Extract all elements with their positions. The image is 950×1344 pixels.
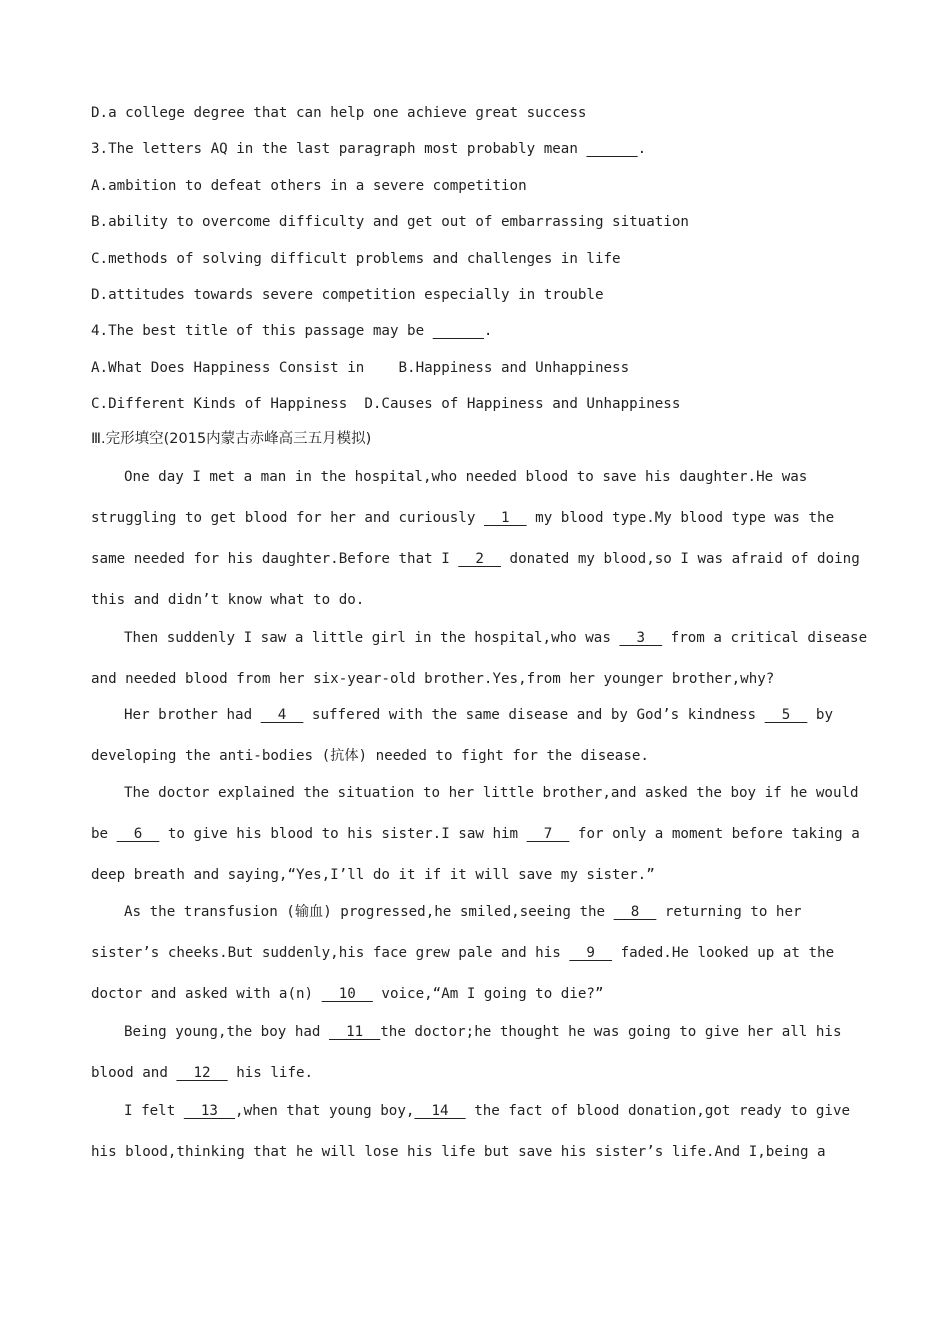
blank-9: 9 [569,945,613,961]
blank-1: 1 [483,510,527,526]
passage-text: donated my blood,so I was afraid of doing [501,551,860,567]
section-heading: Ⅲ.完形填空(2015内蒙古赤峰高三五月模拟) [91,431,372,447]
passage-text: voice,“Am I going to die?” [372,986,604,1002]
passage-text: be [91,826,117,842]
passage-text: ,when that young boy, [235,1103,415,1119]
question-3-stem [91,139,646,159]
passage-line [91,1063,313,1083]
question-3-option-a: A.ambition to defeat others in a severe competition [91,178,527,194]
blank-10: 10 [321,986,373,1002]
passage-line: his blood,thinking that he will lose his life but save his sister’s life.And I,being a [91,1144,826,1160]
passage-text: blood and [91,1065,177,1081]
passage-text: returning to her [656,904,802,920]
passage-line [124,628,867,648]
blank-11: 11 [329,1024,381,1040]
blank-3: 3 [619,630,663,646]
question-4-options-cd: C.Different Kinds of Happiness D.Causes of Happiness and Unhappiness [91,396,681,412]
answer-blank [433,321,484,341]
passage-text: the doctor;he thought he was going to give her all his [380,1024,842,1040]
passage-text: doctor and asked with a(n) [91,986,322,1002]
option-d-text: D.a college degree that can help one achieve great success [91,105,587,121]
passage-line: One day I met a man in the hospital,who needed blood to save his daughter.He was [124,469,808,485]
blank-6: 6 [116,826,160,842]
passage-line: deep breath and saying,“Yes,I’ll do it if it will save my sister.” [91,867,655,883]
question-3-option-c: C.methods of solving difficult problems and challenges in life [91,251,621,267]
passage-text: Being young,the boy had [124,1024,329,1040]
question-4-stem [91,321,492,341]
passage-text: I felt [124,1103,184,1119]
passage-line [91,984,604,1004]
passage-line: developing the anti-bodies (抗体) needed to fight for the disease. [91,748,649,764]
answer-blank [586,139,637,159]
question-4-end: . [483,323,493,339]
passage-line [91,943,834,963]
passage-line: and needed blood from her six-year-old brother.Yes,from her younger brother,why? [91,671,775,687]
question-3-option-b: B.ability to overcome difficulty and get out of embarrassing situation [91,214,689,230]
passage-line [91,824,860,844]
passage-line [124,1101,850,1121]
blank-2: 2 [458,551,502,567]
passage-text: same needed for his daughter.Before that I [91,551,459,567]
blank-7: 7 [526,826,570,842]
passage-line: The doctor explained the situation to her little brother,and asked the boy if he would [124,785,859,801]
passage-text: Then suddenly I saw a little girl in the hospital,who was [124,630,620,646]
question-4-options-ab: A.What Does Happiness Consist in B.Happiness and Unhappiness [91,360,630,376]
blank-8: 8 [613,904,657,920]
blank-13: 13 [183,1103,236,1119]
question-3-text: 3.The letters AQ in the last paragraph most probably mean [91,141,587,157]
passage-text: faded.He looked up at the [612,945,835,961]
blank-5: 5 [764,707,808,723]
passage-text: the fact of blood donation,got ready to give [465,1103,851,1119]
passage-line: this and didn’t know what to do. [91,592,365,608]
passage-text: sister’s cheeks.But suddenly,his face grew pale and his [91,945,570,961]
passage-text: struggling to get blood for her and curiously [91,510,484,526]
question-3-option-d: D.attitudes towards severe competition especially in trouble [91,287,604,303]
passage-text: As the transfusion (输血) progressed,he smiled,seeing the [124,904,614,920]
passage-text: his life. [227,1065,314,1081]
passage-text: to give his blood to his sister.I saw him [159,826,527,842]
blank-12: 12 [176,1065,228,1081]
passage-text: for only a moment before taking a [569,826,860,842]
passage-text: my blood type.My blood type was the [526,510,835,526]
question-4-text: 4.The best title of this passage may be [91,323,433,339]
blank-4: 4 [260,707,304,723]
passage-text: suffered with the same disease and by God’s kindness [303,707,765,723]
passage-line [124,902,802,922]
passage-text: by [807,707,833,723]
passage-line [91,508,834,528]
blank-14: 14 [414,1103,466,1119]
passage-text: Her brother had [124,707,261,723]
passage-line [91,549,860,569]
passage-line [124,1022,842,1042]
passage-line [124,705,833,725]
passage-text: from a critical disease [662,630,868,646]
question-3-end: . [637,141,647,157]
